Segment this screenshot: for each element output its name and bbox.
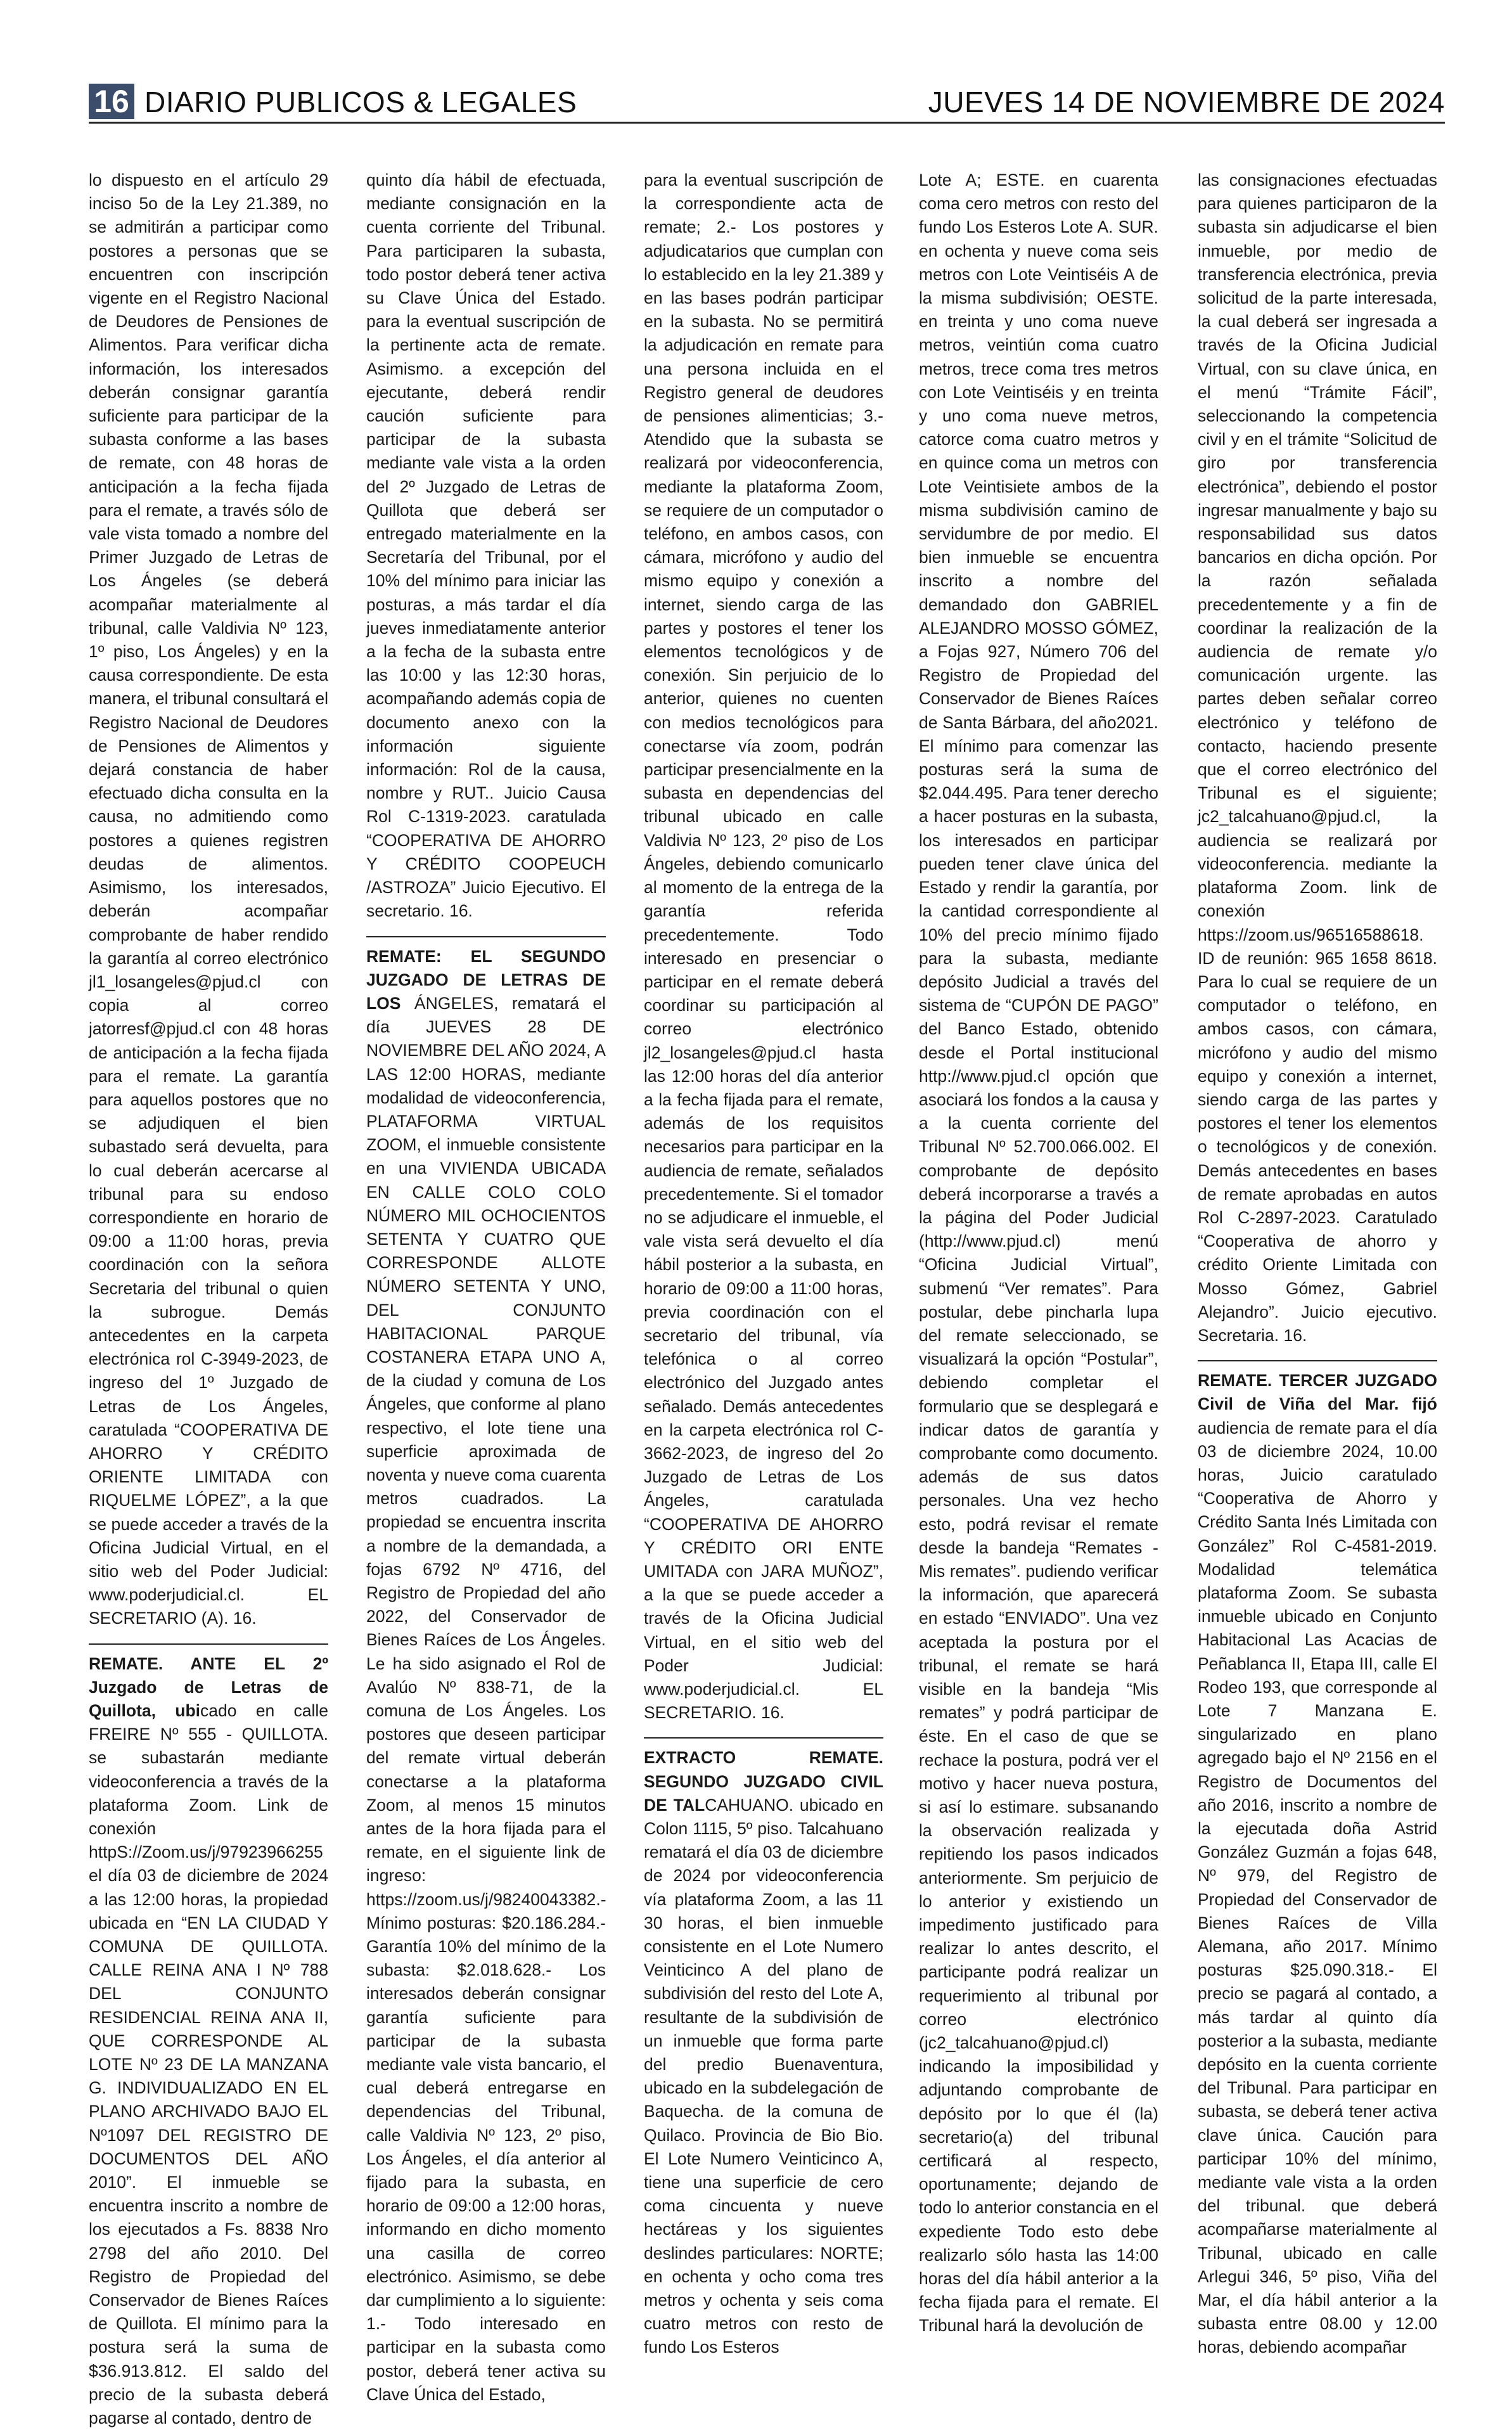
notice-heading: REMATE. TERCER JUZGADO Civil de Viña del Mar. fijó bbox=[1198, 1371, 1437, 1414]
column-3 bbox=[644, 169, 883, 2357]
notice-continuation: Lote A; ESTE. en cuarenta coma cero metros con resto del fundo Los Esteros Lote A. SUR. en ochenta y nueve coma seis metros con Lote Veintiséis A de la misma subdivisión; OESTE. en treinta y uno coma nueve metros, veintiún coma cuatro metros, trece coma tres metros con Lote Veintiséis y en treinta y uno coma nueve metros, catorce coma cuatro metros y en quince coma un metros con Lote Veintisiete ambos de la misma subdivisión camino de servidumbre de por medio. El bien inmueble se encuentra inscrito a nombre del demandado don GABRIEL ALEJANDRO MOSSO GÓMEZ, a Fojas 927, Número 706 del Registro de Propiedad del Conservador de Bienes Raíces de Santa Bárbara, del año2021. El mínimo para comenzar las posturas será la suma de $2.044.495. Para tener derecho a hacer posturas en la subasta, los interesados en participar pueden tener clave única del Estado y rendir la garantía, por la cantidad correspondiente al 10% del precio mínimo fijado para la subasta, mediante depósito Judicial a través del sistema de “CUPÓN DE PAGO” del Banco Estado, obtenido desde el Portal institucional http://www.pjud.cl opción que asociará los fondos a la causa y a la cuenta corriente del Tribunal Nº 52.700.066.002. El comprobante de depósito deberá incorporarse a través a la página del Poder Judicial (http://www.pjud.cl) menú “Oficina Judicial Virtual”, submenú “Ver remates”. Para postular, debe pincharla lupa del remate seleccionado, se visualizará la opción “Postular”, debiendo completar el formulario que se desplegará e indicar datos de garantía y comprobante como documento. además de sus datos personales. Una vez hecho esto, podrá revisar el remate desde la bandeja “Remates - Mis remates”. pudiendo verificar la información, que aparecerá en estado “ENVIADO”. Una vez aceptada la postura por el tribunal, el remate se hará visible en la bandeja “Mis remates” y podrá participar de éste. En el caso de que se rechace la postura, podrá ver el motivo y hacer nueva postura, si así lo estimare. subsanando la observación realizada y repitiendo los pasos indicados anteriormente. Sm perjuicio de lo anterior y existiendo un impedimento justificado para realizar lo antes descrito, el participante podrá realizar un requerimiento al tribunal por correo electrónico (jc2_talcahuano@pjud.cl) indicando la imposibilidad y adjuntando comprobante de depósito por lo que él (la) secretario(a) del tribunal certificará al respecto, oportunamente; dejando de todo lo anterior constancia en el expediente Todo esto debe realizarlo sólo hasta las 14:00 horas del día hábil anterior a la fecha fijada para el remate. El Tribunal hará la devolución de bbox=[919, 170, 1158, 2336]
header-rule bbox=[89, 122, 1445, 124]
column-1 bbox=[89, 169, 328, 2428]
column-2 bbox=[366, 169, 606, 2404]
notice-separator bbox=[366, 936, 606, 937]
notice-separator bbox=[644, 1737, 883, 1739]
notice-body: cado en calle FREIRE Nº 555 - QUILLOTA. se subastarán mediante videoconferencia a través de la plataforma Zoom. Link de conexión httpS://Zoom.us/j/97923966255 el día 03 de diciembre de 2024 a las 12:00 horas, la propiedad ubicada en “EN LA CIUDAD Y COMUNA DE QUILLOTA. CALLE REINA ANA I Nº 788 DEL CONJUNTO RESIDENCIAL REINA ANA II, QUE CORRESPONDE AL LOTE Nº 23 DE LA MANZANA G. INDIVIDUALIZADO EN EL PLANO ARCHIVADO BAJO EL Nº1097 DEL REGISTRO DE DOCUMENTOS DEL AÑO 2010”. El inmueble se encuentra inscrito a nombre de los ejecutados a Fs. 8838 Nro 2798 del año 2010. Del Registro de Propiedad del Conservador de Bienes Raíces de Quillota. El mínimo para la postura será la suma de $36.913.812. El saldo del precio de la subasta deberá pagarse al contado, dentro de bbox=[89, 1701, 328, 2428]
column-4 bbox=[919, 169, 1158, 2336]
notice bbox=[1198, 1369, 1437, 2360]
notice-continuation: lo dispuesto en el artículo 29 inciso 5o de la Ley 21.389, no se admitirán a participar como postores a personas que se encuentren con inscripción vigente en el Registro Nacional de Deudores de Pensiones de Alimentos. Para verificar dicha información, los interesados deberán consignar garantía suficiente para participar de la subasta conforme a las bases de remate, con 48 horas de anticipación a la fecha fijada para el remate, a través sólo de vale vista tomado a nombre del Primer Juzgado de Letras de Los Ángeles (se deberá acompañar materialmente al tribunal, calle Valdivia Nº 123, 1º piso, Los Ángeles) y en la causa correspondiente. De esta manera, el tribunal consultará el Registro Nacional de Deudores de Pensiones de Alimentos y dejará constancia de haber efectuado dicha consulta en la causa, no admitiendo como postores a quienes registren deudas de alimentos. Asimismo, los interesados, deberán acompañar comprobante de haber rendido la garantía al correo electrónico jl1_losangeles@pjud.cl con copia al correo jatorresf@pjud.cl con 48 horas de anticipación a la fecha fijada para el remate. La garantía para aquellos postores que no se adjudiquen el bien subastado será devuelta, para lo cual deberán acercarse al tribunal para su endoso correspondiente en horario de 09:00 a 11:00 horas, previa coordinación con la señora Secretaria del tribunal o quien la subrogue. Demás antecedentes en la carpeta electrónica rol C-3949-2023, de ingreso del 1º Juzgado de Letras de Los Ángeles, caratulada “COOPERATIVA DE AHORRO Y CRÉDITO ORIENTE LIMITADA con RIQUELME LÓPEZ”, a la que se puede acceder a través de la Oficina Judicial Virtual, en el sitio web del Poder Judicial: www.poderjudicial.cl. EL SECRETARIO (A). 16. bbox=[89, 170, 328, 1628]
notice-separator bbox=[1198, 1360, 1437, 1361]
page-number: 16 bbox=[89, 84, 134, 119]
page-header bbox=[89, 84, 1445, 119]
notice bbox=[89, 1652, 328, 2430]
issue-date: JUEVES 14 DE NOVIEMBRE DE 2024 bbox=[928, 86, 1445, 119]
notice-continuation: para la eventual suscripción de la correspondiente acta de remate; 2.- Los postores y adjudicatarios que cumplan con lo establecido en la ley 21.389 y en las bases podrán participar en la subasta. No se permitirá la adjudicación en remate para una persona incluida en el Registro general de deudores de pensiones alimenticias; 3.- Atendido que la subasta se realizará por videoconferencia, mediante la plataforma Zoom, se requiere de un computador o teléfono, en ambos casos, con cámara, micrófono y audio del mismo equipo y conexión a internet, siendo carga de las partes y postores el tener los elementos tecnológicos y de conexión. Sin perjuicio de lo anterior, quienes no cuenten con medios tecnológicos para conectarse vía zoom, podrán participar presencialmente en la subasta en dependencias del tribunal ubicado en calle Valdivia Nº 123, 2º piso de Los Ángeles, debiendo comunicarlo al momento de la entrega de la garantía referida precedentemente. Todo interesado en presenciar o participar en el remate deberá coordinar su participación al correo electrónico jl2_losangeles@pjud.cl hasta las 12:00 horas del día anterior a la fecha fijada para el remate, además de los requisitos necesarios para participar en la audiencia de remate, señalados precedentemente. Si el tomador no se adjudicare el inmueble, el vale vista será devuelto el día hábil posterior a la subasta, en horario de 09:00 a 11:00 horas, previa coordinación con el secretario del tribunal, vía telefónica o al correo electrónico del Juzgado antes señalado. Demás antecedentes en la carpeta electrónica rol C-3662-2023, de ingreso del 2o Juzgado de Letras de Los Ángeles, caratulada “COOPERATIVA DE AHORRO Y CRÉDITO ORI ENTE UMITADA con JARA MUÑOZ”, a la que se puede acceder a través de la Oficina Judicial Virtual, en el sitio web del Poder Judicial: www.poderjudicial.cl. EL SECRETARIO. 16. bbox=[644, 170, 883, 1723]
notice-separator bbox=[89, 1643, 328, 1645]
notice-heading: REMATE: EL SEGUNDO JUZGADO DE LETRAS DE LOS bbox=[366, 946, 606, 1013]
notice-body: CAHUANO. ubicado en Colon 1115, 5º piso. Talcahuano rematará el día 03 de diciembre de 2024 por videoconferencia vía plataforma Zoom, a las 11 30 horas, el bien inmueble consistente en el Lote Numero Veinticinco A del plano de subdivisión del resto del Lote A, resultante de la subdivisión de un inmueble que forma parte del predio Buenaventura, ubicado en la subdelegación de Baquecha. de la comuna de Quilaco. Provincia de Bio Bio. El Lote Numero Veinticinco A, tiene una superficie de cero coma cincuenta y nueve hectáreas y los siguientes deslindes particulares: NORTE; en ochenta y ocho coma tres metros y ochenta y seis coma cuatro metros con resto de fundo Los Esteros bbox=[644, 1795, 883, 2357]
notice-body: audiencia de remate para el día 03 de diciembre 2024, 10.00 horas, Juicio caratulado “Cooperativa de Ahorro y Crédito Santa Inés Limitada con González” Rol C-4581-2019. Modalidad telemática plataforma Zoom. Se subasta inmueble ubicado en Conjunto Habitacional Las Acacias de Peñablanca II, Etapa III, calle El Rodeo 193, que corresponde al Lote 7 Manzana E. singularizado en plano agregado bajo el Nº 2156 en el Registro de Documentos del año 2016, inscrito a nombre de la ejecutada doña Astrid González Guzmán a fojas 648, Nº 979, del Registro de Propiedad del Conservador de Bienes Raíces de Villa Alemana, año 2017. Mínimo posturas $25.090.318.- El precio se pagará al contado, a más tardar al quinto día posterior a la subasta, mediante depósito en la cuenta corriente del Tribunal. Para participar en subasta, se deberá tener activa clave única. Caución para participar 10% del mínimo, mediante vale vista a la orden del tribunal. que deberá acompañarse materialmente al Tribunal, ubicado en calle Arlegui 346, 5º piso, Viña del Mar, el día hábil anterior a la subasta entre 08.00 y 12.00 horas, debiendo acompañar bbox=[1198, 1418, 1437, 2357]
notice-continuation: quinto día hábil de efectuada, mediante consignación en la cuenta corriente del Tribunal. Para participaren la subasta, todo postor deberá tener activa su Clave Única del Estado. para la eventual suscripción de la pertinente acta de remate. Asimismo. a excepción del ejecutante, deberá rendir caución suficiente para participar de la subasta mediante vale vista a la orden del 2º Juzgado de Letras de Quillota que deberá ser entregado materialmente en la Secretaría del Tribunal, por el 10% del mínimo para iniciar las posturas, a más tardar el día jueves inmediatamente anterior a la fecha de la subasta entre las 10:00 y las 12:30 horas, acompañando además copia de documento anexo con la información siguiente información: Rol de la causa, nombre y RUT.. Juicio Causa Rol C-1319-2023. caratulada “COOPERATIVA DE AHORRO Y CRÉDITO COOPEUCH /ASTROZA” Juicio Ejecutivo. El secretario. 16. bbox=[366, 170, 606, 921]
notice bbox=[366, 945, 606, 2407]
notice-heading: EXTRACTO REMATE. SEGUNDO JUZGADO CIVIL DE TAL bbox=[644, 1748, 883, 1815]
notice-continuation: las consignaciones efectuadas para quienes participaron de la subasta sin adjudicarse el bien inmueble, por medio de transferencia electrónica, previa solicitud de la parte interesada, la cual deberá ser ingresada a través de la Oficina Judicial Virtual, con su clave única, en el menú “Trámite Fácil”, seleccionando la competencia civil y en el trámite “Solicitud de giro por transferencia electrónica”, debiendo el postor ingresar manualmente y bajo su responsabilidad sus datos bancarios en dicha opción. Por la razón señalada precedentemente y a fin de coordinar la realización de la audiencia de remate y/o comunicación urgente. las partes deben señalar correo electrónico y teléfono de contacto, haciendo presente que el correo electrónico del Tribunal es el siguiente; jc2_talcahuano@pjud.cl, la audiencia se realizará por videoconferencia. mediante la plataforma Zoom. link de conexión https://zoom.us/96516588618. ID de reunión: 965 1658 8618. Para lo cual se requiere de un computador o teléfono, en ambos casos, con cámara, micrófono y audio del mismo equipo y conexión a internet, siendo carga de las partes y postores el tener los elementos o tecnológicos y de conexión. Demás antecedentes en bases de remate aprobadas en autos Rol C-2897-2023. Caratulado “Cooperativa de ahorro y crédito Oriente Limitada con Mosso Gómez, Gabriel Alejandro”. Juicio ejecutivo. Secretaria. 16. bbox=[1198, 170, 1437, 1345]
publication-title: DIARIO PUBLICOS & LEGALES bbox=[144, 86, 577, 119]
notice bbox=[644, 1746, 883, 2359]
column-5 bbox=[1198, 169, 1437, 2357]
notice-body: ÁNGELES, rematará el día JUEVES 28 DE NOVIEMBRE DEL AÑO 2024, A LAS 12:00 HORAS, mediante modalidad de videoconferencia, PLATAFORMA VIRTUAL ZOOM, el inmueble consistente en una VIVIENDA UBICADA EN CALLE COLO COLO NÚMERO MIL OCHOCIENTOS SETENTA Y CUATRO QUE CORRESPONDE ALLOTE NÚMERO SETENTA Y UNO, DEL CONJUNTO HABITACIONAL PARQUE COSTANERA ETAPA UNO A, de la ciudad y comuna de Los Ángeles, que conforme al plano respectivo, el lote tiene una superficie aproximada de noventa y nueve coma cuarenta metros cuadrados. La propiedad se encuentra inscrita a nombre de la demandada, a fojas 6792 Nº 4716, del Registro de Propiedad del año 2022, del Conservador de Bienes Raíces de Los Ángeles. Le ha sido asignado el Rol de Avalúo Nº 838-71, de la comuna de Los Ángeles. Los postores que deseen participar del remate virtual deberán conectarse a la plataforma Zoom, al menos 15 minutos antes de la hora fijada para el remate, en el siguiente link de ingreso: https://zoom.us/j/98240043382.- Mínimo posturas: $20.186.284.- Garantía 10% del mínimo de la subasta: $2.018.628.- Los interesados deberán consignar garantía suficiente para participar de la subasta mediante vale vista bancario, el cual deberá entregarse en dependencias del Tribunal, calle Valdivia Nº 123, 2º piso, Los Ángeles, el día anterior al fijado para la subasta, en horario de 09:00 a 12:00 horas, informando en dicho momento una casilla de correo electrónico. Asimismo, se debe dar cumplimiento a lo siguiente: 1.- Todo interesado en participar en la subasta como postor, deberá tener activa su Clave Única del Estado, bbox=[366, 993, 606, 2404]
notice-heading: REMATE. ANTE EL 2º Juzgado de Letras de Quillota, ubi bbox=[89, 1654, 328, 1720]
